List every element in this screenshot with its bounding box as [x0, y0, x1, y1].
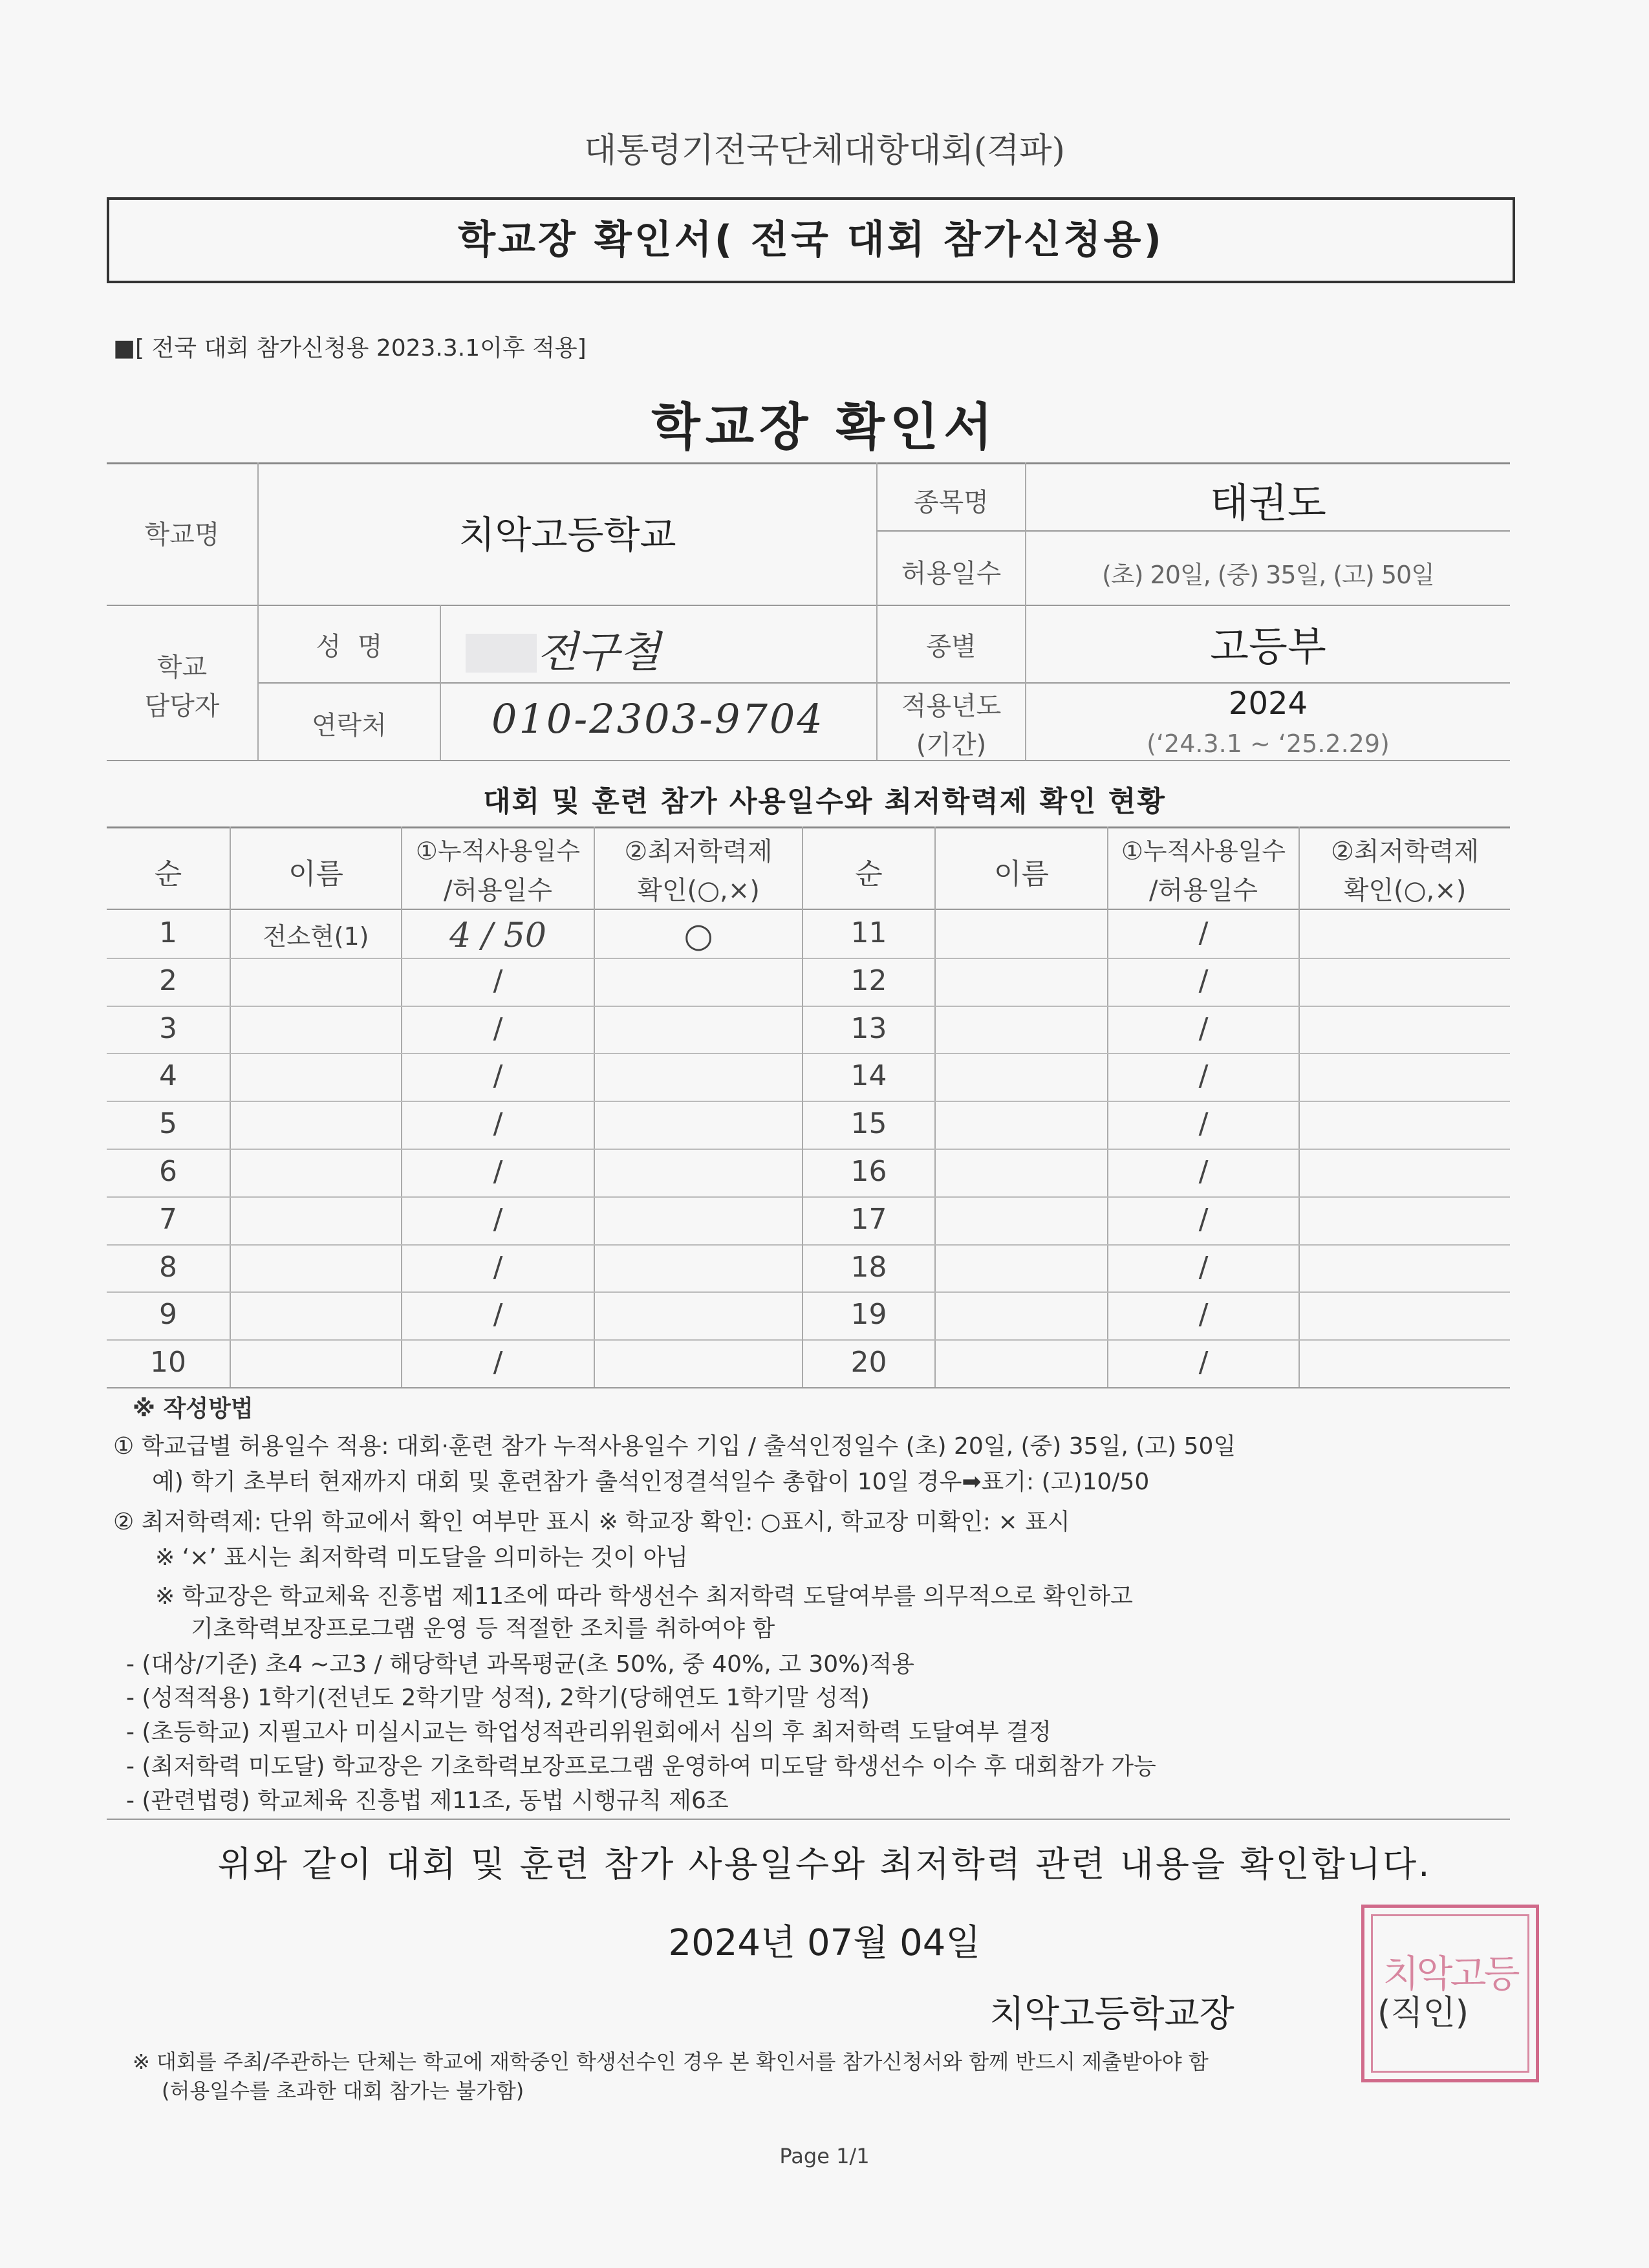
row-days[interactable]: / [1198, 916, 1209, 949]
note-line: ① 학교급별 허용일수 적용: 대회·훈련 참가 누적사용일수 기입 / 출석인정일수 (초) 20일, (중) 35일, (고) 50일 [113, 1433, 1236, 1460]
row-days[interactable]: / [493, 1202, 503, 1236]
table-vrule [934, 826, 936, 1387]
confirm-statement: 위와 같이 대회 및 훈련 참가 사용일수와 최저학력 관련 내용을 확인합니다. [217, 1844, 1432, 1885]
info-rule [259, 682, 1510, 684]
category-value: 고등부 [1210, 623, 1326, 670]
contact-label: 연락처 [312, 711, 387, 740]
row-rule [803, 958, 1510, 959]
info-rule [107, 605, 1510, 606]
row-no: 10 [150, 1346, 186, 1379]
note-line: ② 최저학력제: 단위 학교에서 확인 여부만 표시 ※ 학교장 확인: ○표시, 학교장 미확인: × 표시 [113, 1509, 1070, 1535]
year-label-2: (기간) [916, 730, 987, 760]
row-days[interactable]: / [493, 964, 503, 997]
note-line: ※ 학교장은 학교체육 진흥법 제11조에 따라 학생선수 최저학력 도달여부를 의무적으로 확인하고 [155, 1583, 1133, 1610]
row-rule [107, 1149, 802, 1150]
note-line: - (대상/기준) 초4 ~고3 / 해당학년 과목평균(초 50%, 중 40%, 고 30%)적용 [126, 1651, 914, 1678]
banner-title: 학교장 확인서( 전국 대회 참가신청용) [458, 217, 1164, 263]
redaction-mark [466, 634, 537, 673]
manager-label-2: 담당자 [144, 691, 220, 721]
header-name: 이름 [993, 858, 1049, 891]
row-days[interactable]: / [1198, 1346, 1209, 1379]
category-label: 종별 [926, 632, 976, 662]
row-rule [107, 1196, 802, 1198]
row-rule [107, 958, 802, 959]
row-rule [803, 1291, 1510, 1293]
notice-line: ■[ 전국 대회 참가신청용 2023.3.1이후 적용] [113, 335, 587, 362]
table-vrule [1299, 826, 1300, 1387]
header-no: 순 [154, 858, 182, 891]
school-name: 치악고등학교 [458, 513, 676, 557]
row-no: 18 [850, 1250, 887, 1284]
row-days[interactable]: / [493, 1011, 503, 1045]
header-min-2: 확인(○,×) [1343, 876, 1467, 905]
header-min-2: 확인(○,×) [637, 876, 760, 905]
year-value: 2024 [1228, 686, 1308, 722]
notes-heading: ※ 작성방법 [133, 1396, 253, 1422]
note-line: - (최저학력 미도달) 학교장은 기초학력보장프로그램 운영하여 미도달 학생선수 이수 후 대회참가 가능 [126, 1753, 1156, 1780]
note-line: - (초등학교) 지필고사 미실시교는 학업성적관리위원회에서 심의 후 최저학력 도달여부 결정 [126, 1719, 1051, 1745]
info-rule [876, 530, 1510, 532]
seal-text: 치악고등 [1383, 1952, 1518, 1996]
name-value: 전구철 [537, 627, 661, 677]
header-no: 순 [855, 858, 883, 891]
row-no: 3 [159, 1011, 177, 1045]
row-days[interactable]: / [1198, 1059, 1209, 1093]
note-line: 예) 학기 초부터 현재까지 대회 및 훈련참가 출석인정결석일수 총합이 10일 경우➡표기: (고)10/50 [152, 1469, 1150, 1495]
footer-note: ※ 대회를 주최/주관하는 단체는 학교에 재학중인 학생선수인 경우 본 확인서를 참가신청서와 함께 반드시 제출받아야 함 [133, 2049, 1209, 2074]
date: 2024년 07월 04일 [668, 1922, 981, 1964]
row-days[interactable]: / [1198, 1202, 1209, 1236]
note-line: 기초학력보장프로그램 운영 등 적절한 조치를 취하여야 함 [191, 1615, 775, 1642]
note-line: ※ ‘×’ 표시는 최저학력 미도달을 의미하는 것이 아님 [155, 1544, 689, 1571]
info-vrule [440, 605, 441, 760]
banner-box [107, 197, 1515, 283]
row-no: 5 [159, 1107, 177, 1141]
seal-label: (직인) [1377, 1994, 1469, 2033]
allowed-days-value: (초) 20일, (중) 35일, (고) 50일 [1102, 561, 1434, 589]
row-no: 19 [850, 1298, 887, 1332]
header-cumulative-2: /허용일수 [443, 876, 553, 905]
row-no: 8 [159, 1250, 177, 1284]
row-days[interactable]: / [1198, 1298, 1209, 1332]
header-name: 이름 [288, 858, 343, 891]
row-no: 13 [850, 1011, 887, 1045]
row-rule [803, 1196, 1510, 1198]
row-days[interactable]: / [493, 1107, 503, 1141]
principal-name: 치악고등학교장 [989, 1993, 1234, 2035]
row-no: 20 [850, 1346, 887, 1379]
allowed-days-label: 허용일수 [901, 559, 1002, 589]
row-rule [107, 1053, 802, 1054]
row-rule [107, 1006, 802, 1007]
row-days[interactable]: / [493, 1346, 503, 1379]
row-no: 1 [159, 916, 177, 949]
row-days[interactable]: / [493, 1298, 503, 1332]
row-days[interactable]: / [1198, 1250, 1209, 1284]
header-cumulative: ①누적사용일수 [1121, 837, 1286, 865]
sport-name: 태권도 [1210, 479, 1326, 526]
row-no: 4 [159, 1059, 177, 1093]
school-seal [1361, 1905, 1539, 2082]
note-line: - (성적적용) 1학기(전년도 2학기말 성적), 2학기(당해연도 1학기말 성적) [126, 1685, 870, 1711]
table-vrule [594, 826, 595, 1387]
page-number: Page 1/1 [779, 2144, 870, 2168]
table-vrule [230, 826, 231, 1387]
table-bottom-rule [107, 1387, 1510, 1388]
row-no: 16 [850, 1155, 887, 1188]
row-rule [803, 1101, 1510, 1102]
row-no: 17 [850, 1202, 887, 1236]
footer-note-2: (허용일수를 초과한 대회 참가는 불가함) [162, 2079, 524, 2103]
status-title: 대회 및 훈련 참가 사용일수와 최저학력제 확인 현황 [483, 785, 1166, 818]
competition-title: 대통령기전국단체대항대회(격파) [584, 131, 1065, 170]
row-days[interactable]: / [1198, 1011, 1209, 1045]
manager-label: 학교 [156, 653, 208, 682]
header-cumulative-2: /허용일수 [1148, 876, 1258, 905]
notes-rule [107, 1819, 1510, 1820]
info-top-rule [107, 462, 1510, 464]
school-label: 학교명 [144, 520, 220, 550]
row-days[interactable]: / [493, 1155, 503, 1188]
row-days[interactable]: / [493, 1250, 503, 1284]
main-title: 학교장 확인서 [651, 398, 998, 457]
row-days[interactable]: / [1198, 1155, 1209, 1188]
row-no: 11 [850, 916, 887, 949]
row-rule [107, 1339, 802, 1341]
row-rule [107, 1101, 802, 1102]
row-rule [803, 1006, 1510, 1007]
row-rule [803, 1339, 1510, 1341]
row-no: 2 [159, 964, 177, 997]
year-label: 적용년도 [901, 691, 1002, 721]
row-days[interactable]: 4 / 50 [449, 916, 546, 955]
row-rule [803, 1244, 1510, 1246]
sport-label: 종목명 [914, 488, 989, 517]
row-days[interactable]: / [1198, 964, 1209, 997]
info-rule [107, 760, 1510, 761]
row-rule [107, 1244, 802, 1246]
row-min[interactable]: ○ [684, 916, 713, 955]
row-days[interactable]: / [1198, 1107, 1209, 1141]
row-no: 15 [850, 1107, 887, 1141]
year-period: (‘24.3.1 ~ ‘25.2.29) [1147, 729, 1390, 758]
header-min: ②최저학력제 [624, 837, 773, 867]
row-rule [107, 1291, 802, 1293]
row-no: 7 [159, 1202, 177, 1236]
row-rule [803, 1053, 1510, 1054]
row-no: 9 [159, 1298, 177, 1332]
row-name[interactable]: 전소현(1) [263, 922, 369, 951]
note-line: - (관련법령) 학교체육 진흥법 제11조, 동법 시행규칙 제6조 [126, 1787, 729, 1814]
row-rule [803, 1149, 1510, 1150]
row-no: 14 [850, 1059, 887, 1093]
name-label: 성 명 [316, 632, 383, 662]
row-days[interactable]: / [493, 1059, 503, 1093]
header-cumulative: ①누적사용일수 [415, 837, 581, 865]
row-no: 12 [850, 964, 887, 997]
contact-value: 010-2303-9704 [491, 695, 824, 742]
row-no: 6 [159, 1155, 177, 1188]
header-min: ②최저학력제 [1330, 837, 1480, 867]
